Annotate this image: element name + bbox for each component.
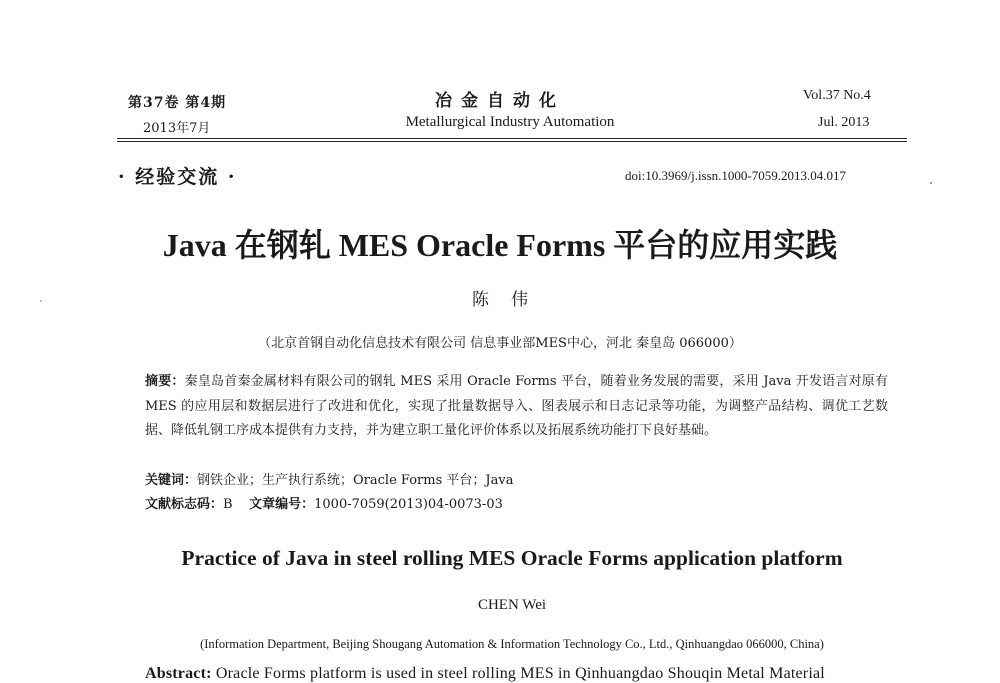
article-number-label: 文章编号： bbox=[249, 497, 315, 512]
keywords-text: 钢铁企业；生产执行系统；Oracle Forms 平台；Java bbox=[197, 473, 514, 488]
volume-issue-cn: 第37卷 第4期 bbox=[128, 95, 227, 111]
column-label: · 经验交流 · bbox=[118, 166, 237, 188]
date-cn: 2013年7月 bbox=[143, 121, 211, 136]
abstract-en-label: Abstract: bbox=[145, 665, 212, 682]
paper-title-cn: Java 在钢轧 MES Oracle Forms 平台的应用实践 bbox=[162, 227, 838, 263]
header-rule-bottom bbox=[117, 141, 907, 142]
keywords-label: 关键词： bbox=[145, 473, 198, 488]
scan-speck bbox=[40, 300, 42, 302]
journal-title-en: Metallurgical Industry Automation bbox=[405, 114, 615, 130]
doc-code-label: 文献标志码： bbox=[145, 497, 224, 512]
date-en: Jul. 2013 bbox=[818, 115, 870, 130]
author-en: CHEN Wei bbox=[477, 597, 547, 613]
doc-code-value: B bbox=[223, 497, 233, 512]
volume-issue-en: Vol.37 No.4 bbox=[803, 88, 871, 103]
affiliation-cn: （北京首钢自动化信息技术有限公司 信息事业部MES中心，河北 秦皇岛 066000） bbox=[258, 336, 742, 351]
header-rule-top bbox=[117, 138, 907, 139]
paper-title-en: Practice of Java in steel rolling MES Oracle Forms application platform bbox=[181, 546, 843, 570]
classification-line bbox=[145, 493, 503, 512]
abstract-en bbox=[145, 665, 825, 683]
affiliation-en: (Information Department, Beijing Shougang Automation & Information Technology Co., Ltd., Qinhuangdao 066000, China) bbox=[200, 637, 824, 651]
author-cn: 陈伟 bbox=[472, 290, 550, 310]
abstract-cn-label: 摘要： bbox=[145, 374, 185, 389]
keywords bbox=[145, 469, 513, 488]
journal-title-cn: 冶金自动化 bbox=[435, 91, 565, 111]
abstract-cn bbox=[145, 370, 888, 444]
doi: doi:10.3969/j.issn.1000-7059.2013.04.017 bbox=[625, 168, 847, 183]
abstract-en-text: Oracle Forms platform is used in steel rolling MES in Qinhuangdao Shouqin Metal Material bbox=[211, 665, 825, 682]
abstract-cn-text: 秦皇岛首秦金属材料有限公司的钢轧 MES 采用 Oracle Forms 平台，随着业务发展的需要，采用 Java 开发语言对原有 MES 的应用层和数据层进行了改进和优化，实现了批量数据导入、图表展示和日志记录等功能，为调整产品结构、调优工艺数据、降低轧钢工序成本提供有力支持，并为建立职工量化评价体系以及拓展系统功能打下良好基础。 bbox=[145, 374, 888, 438]
scan-speck bbox=[930, 182, 932, 184]
article-number-value: 1000-7059(2013)04-0073-03 bbox=[314, 497, 503, 512]
